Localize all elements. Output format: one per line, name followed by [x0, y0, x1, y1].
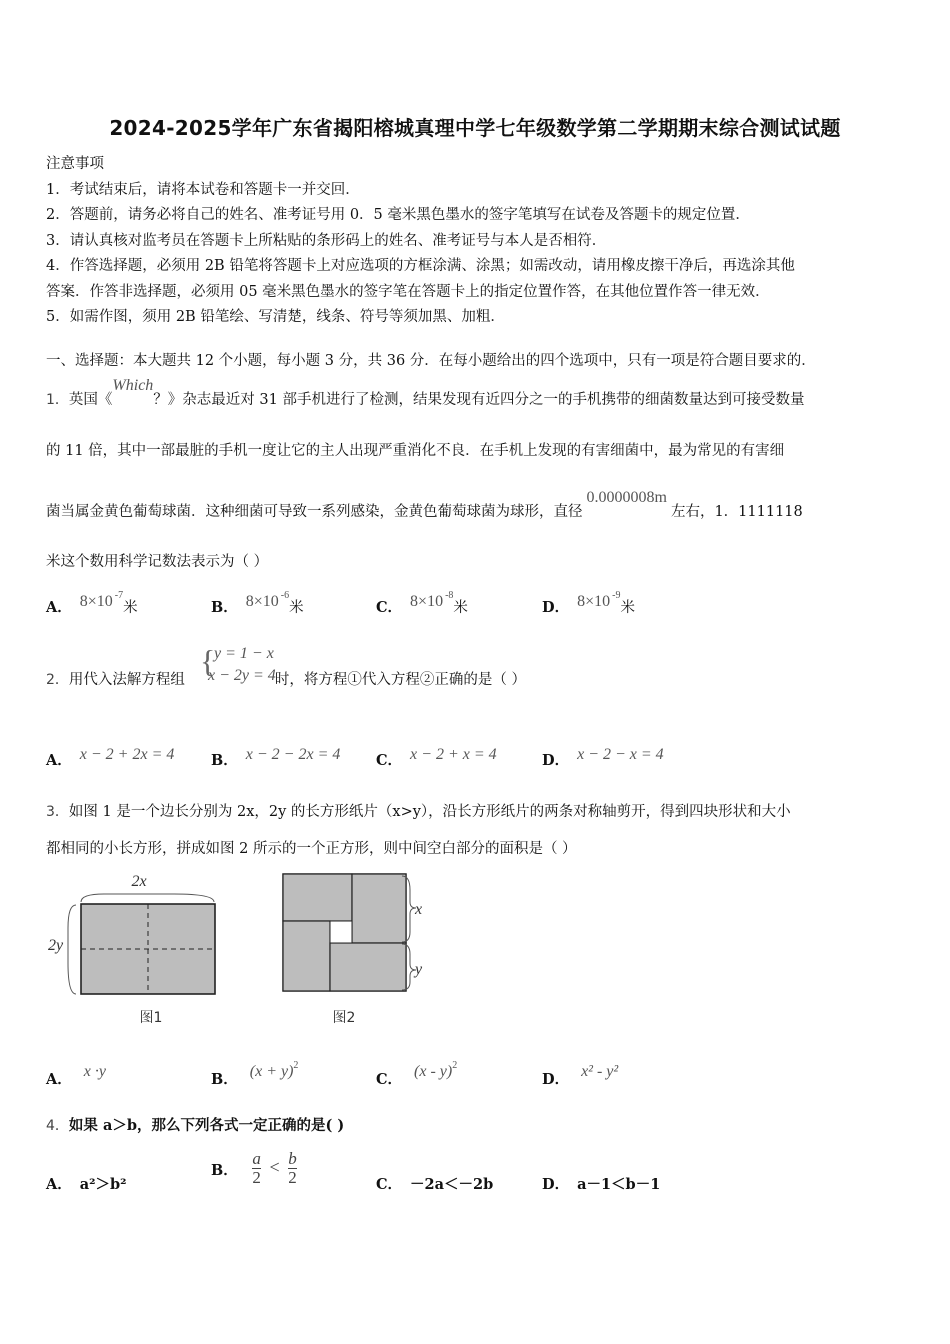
q2-line	[46, 668, 526, 689]
option-base: 8×10	[410, 593, 444, 610]
q1-option-a[interactable]	[46, 590, 138, 617]
q3-number: 3．	[46, 804, 69, 820]
notes-line: 3．请认真核对监考员在答题卡上所粘贴的条形码上的姓名、准考证号与本人是否相符．	[46, 232, 607, 249]
q4-option-b[interactable]	[211, 1150, 297, 1187]
option-label: A．	[46, 1176, 72, 1193]
notes-line: 4．作答选择题，必须用 2B 铅笔将答题卡上对应选项的方框涂满、涂黑；如需改动，请用橡皮擦干净后，再选涂其他	[46, 258, 795, 274]
q2-post: 时，将方程①代入方程②正确的是（ ）	[274, 672, 527, 688]
fraction-numerator: b	[288, 1149, 297, 1168]
q1-number-value: 0.0000008m	[586, 489, 667, 506]
fig2-label-x: x	[415, 901, 423, 918]
option-label: C．	[376, 752, 403, 769]
option-expr: x − 2 − 2x = 4	[245, 746, 341, 763]
option-unit: 米	[620, 600, 635, 616]
q1-line3b: 左右，1．1111118	[670, 504, 803, 520]
q1-line2: 的 11 倍，其中一部最脏的手机一度让它的主人出现严重消化不良．在手机上发现的有害细菌中，最为常见的有害细	[46, 443, 785, 459]
fig1-caption: 图1	[139, 1010, 163, 1026]
q3-option-c[interactable]	[376, 1060, 458, 1089]
q1-line3a: 菌当属金黄色葡萄球菌．这种细菌可导致一系列感染，金黄色葡萄球菌为球形，直径	[46, 504, 583, 520]
option-label: A．	[46, 752, 72, 769]
option-base: 8×10	[245, 593, 279, 610]
q4-option-c[interactable]	[376, 1173, 493, 1194]
fig1-top-label: 2x	[131, 873, 147, 890]
left-brace-icon: {	[200, 643, 216, 679]
option-expr: (x - y)	[414, 1063, 453, 1080]
option-label: D．	[542, 752, 570, 769]
figure-2	[278, 866, 438, 1032]
fraction-a-over-2	[252, 1150, 261, 1187]
fig1-top-brace	[81, 894, 214, 902]
fraction-denominator: 2	[288, 1168, 297, 1187]
notes-line: 5．如需作图，须用 2B 铅笔绘、写清楚，线条、符号等须加黑、加粗．	[46, 309, 505, 325]
option-label: D．	[542, 599, 570, 616]
option-exp: 2	[452, 1060, 458, 1071]
option-unit: 米	[453, 600, 468, 616]
q2-option-d[interactable]	[542, 746, 664, 770]
option-expr: x² - y²	[581, 1063, 619, 1080]
q1-line4: 米这个数用科学记数法表示为（ ）	[46, 554, 269, 570]
option-unit: 米	[123, 600, 138, 616]
q2-pre: 用代入法解方程组	[68, 672, 185, 688]
q2-option-b[interactable]	[211, 746, 341, 770]
option-base: 8×10	[577, 593, 611, 610]
option-label: B．	[211, 752, 238, 769]
q1-option-d[interactable]	[542, 590, 635, 617]
option-exp: 2	[293, 1060, 299, 1071]
q4-text: 如果 a＞b，那么下列各式一定正确的是( )	[68, 1117, 345, 1134]
option-expr: x − 2 + x = 4	[410, 746, 497, 763]
q2-option-a[interactable]	[46, 746, 175, 770]
q4-option-a[interactable]	[46, 1173, 127, 1194]
notes-section	[46, 152, 916, 331]
q1-pre: 英国《	[68, 392, 113, 408]
option-expr: x ·y	[83, 1063, 106, 1080]
q1-option-b[interactable]	[211, 590, 304, 617]
option-text: －2a＜－2b	[410, 1176, 494, 1193]
q2-number: 2．	[46, 672, 69, 688]
option-label: D．	[542, 1176, 570, 1193]
option-label: C．	[376, 1176, 403, 1193]
fig2-center-square	[330, 921, 352, 943]
option-expr: (x + y)	[249, 1063, 294, 1080]
option-label: C．	[376, 1071, 403, 1088]
fraction-numerator: a	[252, 1149, 261, 1168]
q3-option-a[interactable]	[46, 1063, 106, 1089]
option-unit: 米	[289, 600, 304, 616]
less-than-sign: <	[269, 1156, 280, 1177]
q1-line1	[46, 377, 805, 409]
q2-option-c[interactable]	[376, 746, 497, 770]
notes-line: 答案．作答非选择题，必须用 05 毫米黑色墨水的签字笔在答题卡上的指定位置作答，在其他位置作答一律无效．	[46, 283, 770, 300]
q3-line2: 都相同的小长方形，拼成如图 2 所示的一个正方形，则中间空白部分的面积是（ ）	[46, 841, 577, 857]
q3-option-d[interactable]	[542, 1063, 619, 1089]
section-heading: 一、选择题：本大题共 12 个小题，每小题 3 分，共 36 分．在每小题给出的四个选项中，只有一项是符合题目要求的．	[46, 353, 816, 369]
option-label: B．	[211, 1071, 238, 1088]
fraction-b-over-2	[288, 1150, 297, 1187]
fig2-rect-top-right	[352, 874, 406, 943]
option-label: A．	[46, 599, 72, 616]
fig2-rect-bottom-right	[330, 943, 406, 991]
q1-post: ？》杂志最近对 31 部手机进行了检测，结果发现有近四分之一的手机携带的细菌数量达到可接受数量	[153, 392, 805, 408]
option-label: B．	[211, 1161, 238, 1179]
option-label: C．	[376, 599, 403, 616]
figure-1	[44, 868, 234, 1030]
q4-number: 4．	[46, 1118, 69, 1134]
fig2-rect-bottom-left	[283, 921, 330, 991]
q3-line1	[46, 800, 791, 821]
q4-line	[46, 1114, 344, 1135]
q3-option-b[interactable]	[211, 1060, 299, 1089]
option-expr: x − 2 − x = 4	[577, 746, 664, 763]
notes-heading: 注意事项	[46, 156, 104, 172]
q4-option-d[interactable]	[542, 1173, 660, 1194]
option-label: A．	[46, 1071, 72, 1088]
option-text: a²＞b²	[79, 1176, 127, 1193]
option-base: 8×10	[79, 593, 113, 610]
q1-number: 1．	[46, 392, 69, 408]
option-text: a－1＜b－1	[577, 1176, 661, 1193]
fig2-rect-top-left	[283, 874, 352, 921]
equation-1: y = 1 − x	[214, 645, 274, 662]
fraction-denominator: 2	[252, 1168, 261, 1187]
fig2-caption: 图2	[332, 1010, 356, 1026]
q1-line3	[46, 489, 803, 521]
q1-option-c[interactable]	[376, 590, 468, 617]
option-exp: -8	[445, 590, 454, 601]
fig1-side-label: 2y	[48, 937, 64, 954]
q1-which: Which	[112, 377, 154, 394]
notes-line: 2．答题前，请务必将自己的姓名、准考证号用 0．5 毫米黑色墨水的签字笔填写在试卷及答题卡的规定位置．	[46, 207, 750, 223]
option-label: D．	[542, 1071, 570, 1088]
option-exp: -7	[114, 590, 124, 601]
option-exp: -9	[612, 590, 621, 601]
q3-text1: 如图 1 是一个边长分别为 2x，2y 的长方形纸片（x>y），沿长方形纸片的两条对称轴剪开，得到四块形状和大小	[68, 804, 791, 820]
option-expr: x − 2 + 2x = 4	[79, 746, 175, 763]
fig1-side-brace	[68, 905, 76, 994]
option-label: B．	[211, 599, 238, 616]
fig2-label-y: y	[415, 961, 423, 978]
page-title: 2024-2025学年广东省揭阳榕城真理中学七年级数学第二学期期末综合测试试题	[109, 116, 841, 140]
notes-line: 1．考试结束后，请将本试卷和答题卡一并交回．	[46, 181, 360, 198]
equation-2: x − 2y = 4	[208, 667, 276, 684]
option-exp: -6	[280, 590, 290, 601]
